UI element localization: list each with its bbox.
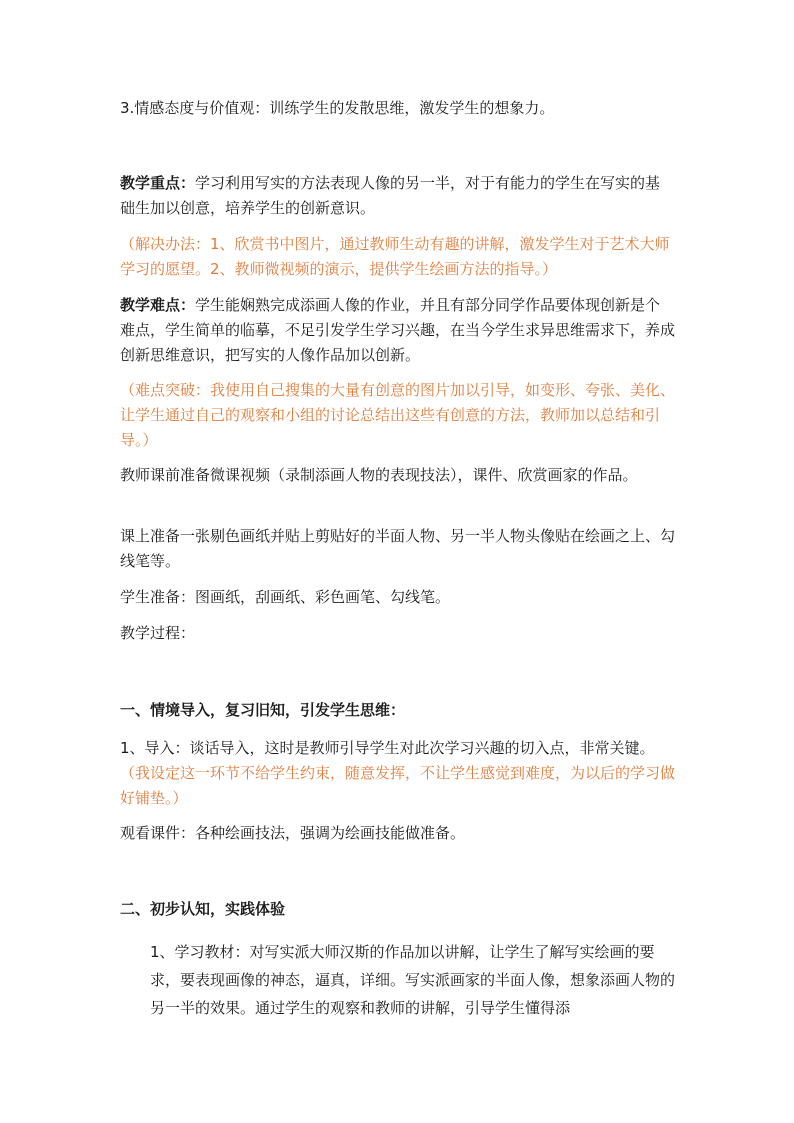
section1-title: 一、情境导入，复习旧知，引发学生思维： [120,701,406,719]
section2-title: 二、初步认知，实践体验 [120,900,286,918]
objective-emotion: 3.情感态度与价值观：训练学生的发散思维，激发学生的想象力。 [120,99,555,117]
section1-courseware: 观看课件：各种绘画技法，强调为绘画技能做准备。 [120,824,466,842]
key-point-paragraph [120,171,675,221]
difficulty-text: 学生能娴熟完成添画人像的作业，并且有部分同学作品要体现创新是个难点，学生简单的临摹，不足引发学生学习兴趣，在当今学生求异思维需求下，养成创新思维意识，把写实的人像作品加以创新。 [120,296,676,364]
section1-intro-main: 1、导入：谈话导入，这时是教师引导学生对此次学习兴趣的切入点，非常关键。 [120,739,655,757]
section2-study-textbook: 1、学习教材：对写实派大师汉斯的作品加以讲解，让学生了解写实绘画的要求，要表现画像的神态，逼真，详细。写实派画家的半面人像，想象添画人物的另一半的效果。通过学生的观察和教师的讲解，引导学生懂得添 [150,943,676,1017]
key-point-label: 教学重点： [120,174,196,192]
section1-intro [120,736,675,811]
key-point-solution: （解决办法：1、欣赏书中图片，通过教师生动有趣的讲解，激发学生对于艺术大师学习的愿望。2、教师微视频的演示，提供学生绘画方法的指导。） [120,235,670,278]
key-point-text: 学习利用写实的方法表现人像的另一半，对于有能力的学生在写实的基础生加以创意，培养学生的创新意识。 [120,174,661,217]
difficulty-label: 教学难点： [120,296,196,314]
section1-intro-note: （我设定这一环节不给学生约束，随意发挥，不让学生感觉到难度，为以后的学习做好铺垫。） [120,764,676,807]
teacher-prep: 教师课前准备微课视频（录制添画人物的表现技法），课件、欣赏画家的作品。 [120,466,638,484]
difficulty-paragraph [120,293,675,368]
class-prep: 课上准备一张剔色画纸并贴上剪贴好的半面人物、另一半人物头像贴在绘画之上、勾线笔等。 [120,527,676,570]
difficulty-solution: （难点突破：我使用自己搜集的大量有创意的图片加以引导，如变形、夸张、美化、让学生通过自己的观察和小组的讨论总结出这些有创意的方法，教师加以总结和引导。） [120,381,676,449]
process-label: 教学过程： [120,624,196,642]
student-prep: 学生准备：图画纸，刮画纸、彩色画笔、勾线笔。 [120,588,451,606]
